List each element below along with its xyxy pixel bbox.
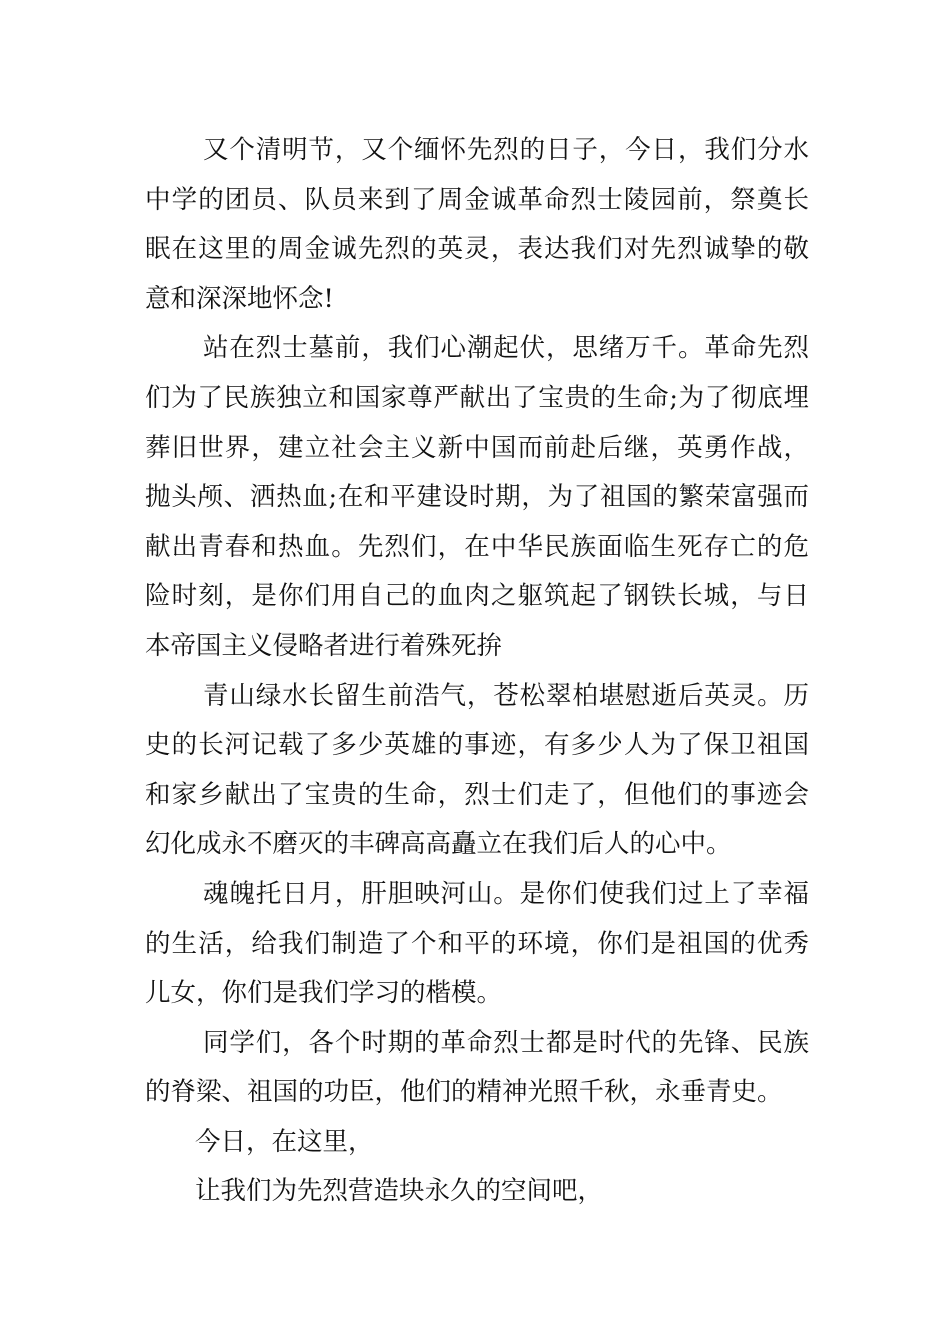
paragraph-5 — [145, 1019, 809, 1118]
text-line: 青山绿水长留生前浩气，苍松翠柏堪慰逝后英灵。历 — [203, 680, 809, 711]
paragraph-4 — [145, 870, 809, 1019]
text-line: 们为了民族独立和国家尊严献出了宝贵的生命;为了彻底埋 — [145, 382, 809, 413]
paragraph-7 — [145, 1167, 809, 1217]
text-line: 站在烈士墓前，我们心潮起伏，思绪万千。革命先烈 — [203, 333, 809, 364]
text-line: 同学们，各个时期的革命烈士都是时代的先锋、民族 — [203, 1027, 809, 1058]
text-line: 中学的团员、队员来到了周金诚革命烈士陵园前，祭奠长 — [145, 184, 809, 215]
paragraph-6 — [145, 1118, 809, 1168]
text-line: 又个清明节，又个缅怀先烈的日子，今日，我们分水 — [203, 135, 809, 165]
paragraph-3 — [145, 672, 809, 870]
text-line: 和家乡献出了宝贵的生命，烈士们走了，但他们的事迹会 — [145, 779, 809, 810]
text-line: 的脊梁、祖国的功臣，他们的精神光照千秋，永垂青史。 — [145, 1077, 783, 1108]
text-line: 今日，在这里， — [195, 1126, 374, 1157]
text-line: 的生活，给我们制造了个和平的环境，你们是祖国的优秀 — [145, 928, 809, 959]
text-line: 眠在这里的周金诚先烈的英灵，表达我们对先烈诚挚的敬 — [145, 234, 809, 265]
text-line: 险时刻，是你们用自己的血肉之躯筑起了钢铁长城，与日 — [145, 581, 809, 612]
text-line: 儿女，你们是我们学习的楷模。 — [145, 978, 503, 1009]
text-line: 抛头颅、洒热血;在和平建设时期，为了祖国的繁荣富强而 — [145, 482, 809, 513]
text-line: 魂魄托日月，肝胆映河山。是你们使我们过上了幸福 — [203, 878, 809, 909]
text-line: 意和深深地怀念! — [145, 283, 334, 314]
text-line: 葬旧世界，建立社会主义新中国而前赴后继，英勇作战， — [145, 432, 809, 463]
paragraph-1 — [145, 126, 809, 324]
document-body — [145, 126, 809, 1217]
text-line: 幻化成永不磨灭的丰碑高高矗立在我们后人的心中。 — [145, 829, 732, 860]
text-line: 史的长河记载了多少英雄的事迹，有多少人为了保卫祖国 — [145, 730, 809, 761]
paragraph-2 — [145, 324, 809, 671]
text-line: 让我们为先烈营造块永久的空间吧， — [195, 1176, 604, 1207]
text-line: 本帝国主义侵略者进行着殊死拚 — [145, 630, 503, 661]
text-line: 献出青春和热血。先烈们，在中华民族面临生死存亡的危 — [145, 531, 809, 562]
